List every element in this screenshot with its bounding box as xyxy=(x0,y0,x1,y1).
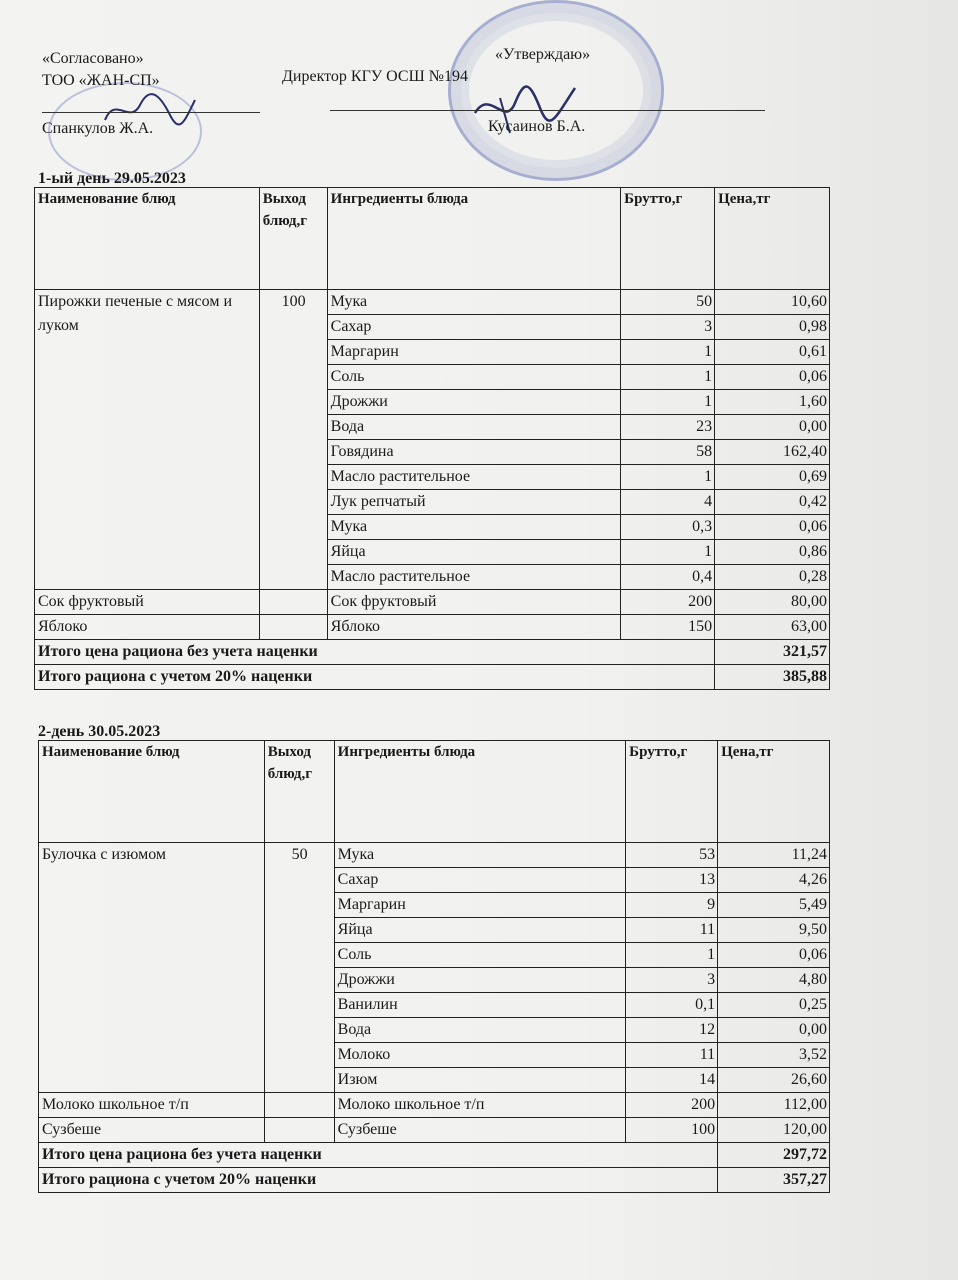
dish-name: Пирожки печеные с мясом и луком xyxy=(35,290,260,590)
ingredient-brutto: 0,4 xyxy=(621,565,715,590)
ingredient-brutto: 4 xyxy=(621,490,715,515)
ingredient-name: Сахар xyxy=(327,315,621,340)
ingredient-name: Дрожжи xyxy=(334,968,626,993)
ingredient-price: 4,26 xyxy=(718,868,830,893)
ingredient-brutto: 3 xyxy=(626,968,718,993)
ingredient-name: Сузбеше xyxy=(334,1118,626,1143)
ingredient-name: Вода xyxy=(334,1018,626,1043)
ingredient-price: 0,00 xyxy=(718,1018,830,1043)
ingredient-brutto: 50 xyxy=(621,290,715,315)
ingredient-name: Яйца xyxy=(327,540,621,565)
ingredient-brutto: 100 xyxy=(626,1118,718,1143)
ingredient-price: 0,25 xyxy=(718,993,830,1018)
org-name: ТОО «ЖАН-СП» xyxy=(42,72,160,89)
col-price: Цена,тг xyxy=(718,741,830,843)
ingredient-name: Масло растительное xyxy=(327,465,621,490)
ingredient-brutto: 1 xyxy=(621,390,715,415)
ingredient-price: 112,00 xyxy=(718,1093,830,1118)
total-label: Итого цена рациона без учета наценки xyxy=(35,640,715,665)
ingredient-brutto: 14 xyxy=(626,1068,718,1093)
ingredient-name: Мука xyxy=(327,290,621,315)
ingredient-brutto: 1 xyxy=(621,465,715,490)
ingredient-brutto: 53 xyxy=(626,843,718,868)
ingredient-name: Сок фруктовый xyxy=(327,590,621,615)
agreed-label: «Согласовано» xyxy=(42,50,144,67)
ingredient-brutto: 1 xyxy=(626,943,718,968)
ingredient-name: Соль xyxy=(334,943,626,968)
dish-row xyxy=(35,590,830,615)
ingredient-brutto: 200 xyxy=(626,1093,718,1118)
ingredient-price: 0,86 xyxy=(715,540,830,565)
ingredient-brutto: 3 xyxy=(621,315,715,340)
day1-title: 1-ый день 29.05.2023 xyxy=(38,170,186,187)
col-brutto: Брутто,г xyxy=(626,741,718,843)
col-ingredients: Ингредиенты блюда xyxy=(334,741,626,843)
total-label: Итого рациона с учетом 20% наценки xyxy=(39,1168,718,1193)
ingredient-name: Говядина xyxy=(327,440,621,465)
dish-name: Булочка с изюмом xyxy=(39,843,265,1093)
col-brutto: Брутто,г xyxy=(621,188,715,290)
dish-name: Молоко школьное т/п xyxy=(39,1093,265,1118)
ingredient-brutto: 9 xyxy=(626,893,718,918)
ingredient-price: 0,06 xyxy=(715,515,830,540)
ingredient-price: 80,00 xyxy=(715,590,830,615)
col-yield: Выход блюд,г xyxy=(259,188,327,290)
ingredient-name: Молоко xyxy=(334,1043,626,1068)
ingredient-name: Вода xyxy=(327,415,621,440)
total-row xyxy=(39,1143,830,1168)
col-yield: Выход блюд,г xyxy=(264,741,334,843)
ingredient-name: Яблоко xyxy=(327,615,621,640)
ingredient-name: Соль xyxy=(327,365,621,390)
ingredient-name: Масло растительное xyxy=(327,565,621,590)
ingredient-name: Изюм xyxy=(334,1068,626,1093)
dish-row xyxy=(39,1118,830,1143)
dish-yield xyxy=(259,590,327,615)
ingredient-name: Маргарин xyxy=(334,893,626,918)
ingredient-row xyxy=(39,843,830,868)
ingredient-name: Лук репчатый xyxy=(327,490,621,515)
total-value: 297,72 xyxy=(718,1143,830,1168)
dish-yield: 100 xyxy=(259,290,327,590)
total-value: 357,27 xyxy=(718,1168,830,1193)
ingredient-price: 120,00 xyxy=(718,1118,830,1143)
ingredient-name: Яйца xyxy=(334,918,626,943)
total-markup-row xyxy=(39,1168,830,1193)
ingredient-brutto: 200 xyxy=(621,590,715,615)
ingredient-name: Сахар xyxy=(334,868,626,893)
ingredient-price: 0,06 xyxy=(718,943,830,968)
ingredient-name: Ванилин xyxy=(334,993,626,1018)
director-title: Директор КГУ ОСШ №194 xyxy=(282,68,468,85)
ingredient-name: Маргарин xyxy=(327,340,621,365)
col-dish: Наименование блюд xyxy=(35,188,260,290)
ingredient-brutto: 58 xyxy=(621,440,715,465)
dish-name: Яблоко xyxy=(35,615,260,640)
total-value: 385,88 xyxy=(715,665,830,690)
total-row xyxy=(35,640,830,665)
ingredient-price: 4,80 xyxy=(718,968,830,993)
total-value: 321,57 xyxy=(715,640,830,665)
ingredient-brutto: 150 xyxy=(621,615,715,640)
total-label: Итого цена рациона без учета наценки xyxy=(39,1143,718,1168)
total-markup-row xyxy=(35,665,830,690)
ingredient-price: 26,60 xyxy=(718,1068,830,1093)
agreed-signature-line xyxy=(42,112,260,113)
approve-label: «Утверждаю» xyxy=(495,46,591,63)
ingredient-price: 11,24 xyxy=(718,843,830,868)
ingredient-price: 0,00 xyxy=(715,415,830,440)
dish-name: Сузбеше xyxy=(39,1118,265,1143)
approve-signature-line xyxy=(330,110,765,111)
ingredient-price: 63,00 xyxy=(715,615,830,640)
dish-yield xyxy=(264,1118,334,1143)
ingredient-price: 162,40 xyxy=(715,440,830,465)
ingredient-price: 0,98 xyxy=(715,315,830,340)
ingredient-price: 9,50 xyxy=(718,918,830,943)
ingredient-name: Мука xyxy=(334,843,626,868)
col-price: Цена,тг xyxy=(715,188,830,290)
agreed-person: Спанкулов Ж.А. xyxy=(42,120,154,137)
ingredient-brutto: 1 xyxy=(621,365,715,390)
ingredient-brutto: 1 xyxy=(621,340,715,365)
day2-menu-table xyxy=(38,740,830,1193)
ingredient-brutto: 13 xyxy=(626,868,718,893)
ingredient-name: Мука xyxy=(327,515,621,540)
ingredient-brutto: 11 xyxy=(626,1043,718,1068)
ingredient-price: 1,60 xyxy=(715,390,830,415)
ingredient-price: 0,69 xyxy=(715,465,830,490)
dish-name: Сок фруктовый xyxy=(35,590,260,615)
ingredient-name: Дрожжи xyxy=(327,390,621,415)
ingredient-brutto: 1 xyxy=(621,540,715,565)
dish-row xyxy=(35,615,830,640)
day1-menu-table xyxy=(34,187,830,690)
ingredient-brutto: 0,3 xyxy=(621,515,715,540)
dish-yield xyxy=(259,615,327,640)
total-label: Итого рациона с учетом 20% наценки xyxy=(35,665,715,690)
ingredient-price: 0,61 xyxy=(715,340,830,365)
col-ingredients: Ингредиенты блюда xyxy=(327,188,621,290)
ingredient-price: 0,06 xyxy=(715,365,830,390)
ingredient-price: 0,28 xyxy=(715,565,830,590)
ingredient-row xyxy=(35,290,830,315)
dish-yield xyxy=(264,1093,334,1118)
ingredient-brutto: 23 xyxy=(621,415,715,440)
ingredient-price: 0,42 xyxy=(715,490,830,515)
ingredient-price: 10,60 xyxy=(715,290,830,315)
dish-row xyxy=(39,1093,830,1118)
ingredient-name: Молоко школьное т/п xyxy=(334,1093,626,1118)
ingredient-brutto: 0,1 xyxy=(626,993,718,1018)
ingredient-price: 3,52 xyxy=(718,1043,830,1068)
dish-yield: 50 xyxy=(264,843,334,1093)
day2-title: 2-день 30.05.2023 xyxy=(38,723,161,740)
col-dish: Наименование блюд xyxy=(39,741,265,843)
approve-person: Кусаинов Б.А. xyxy=(488,118,586,135)
ingredient-brutto: 11 xyxy=(626,918,718,943)
ingredient-price: 5,49 xyxy=(718,893,830,918)
ingredient-brutto: 12 xyxy=(626,1018,718,1043)
